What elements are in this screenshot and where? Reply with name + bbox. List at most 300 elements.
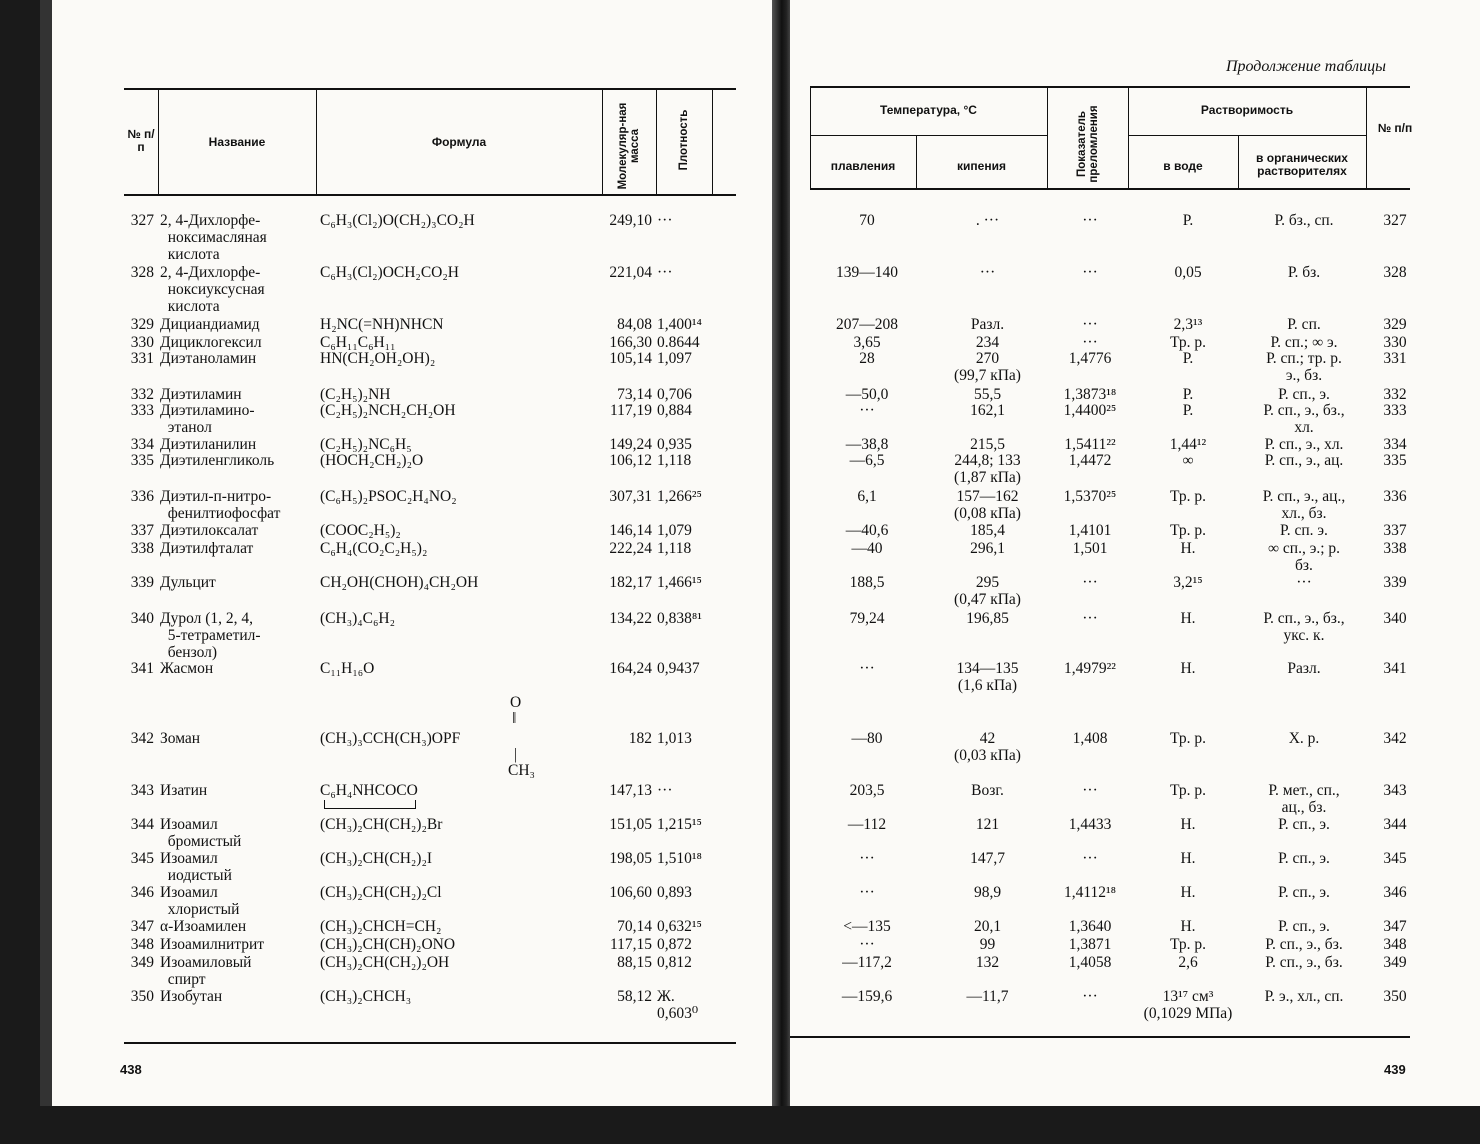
melting-point: —117,2 (842, 954, 892, 971)
organic-solubility: Р. сп., э., хл. (1264, 436, 1344, 453)
row-number-right: 328 (1383, 264, 1407, 281)
header-density: Плотность (678, 109, 690, 171)
density: 0,884 (657, 402, 692, 419)
density: 0.8644 (657, 334, 700, 351)
boiling-point: 121 (975, 816, 1000, 833)
compound-formula: (C₂H₅)₂NCH₂CH₂OH (320, 402, 456, 419)
melting-point: ··· (859, 936, 875, 953)
row-number-right: 346 (1383, 884, 1407, 901)
water-solubility: 0,05 (1174, 264, 1202, 281)
molecular-mass: 198,05 (609, 850, 652, 867)
row-number-right: 342 (1383, 730, 1407, 747)
molecular-mass: 84,08 (617, 316, 652, 333)
molecular-mass: 58,12 (617, 988, 652, 1005)
molecular-mass: 146,14 (609, 522, 652, 539)
row-number: 344 (130, 816, 154, 833)
refractive-index: ··· (1082, 988, 1098, 1005)
compound-formula: (COOC₂H₅)₂ (320, 522, 401, 539)
compound-formula: (CH₃)₂CH(CH₂)₂Cl (320, 884, 442, 901)
boiling-point: 147,7 (970, 850, 1005, 867)
boiling-point: —11,7 (966, 988, 1009, 1005)
water-solubility: 2,3¹³ (1173, 316, 1203, 333)
refractive-index: 1,4433 (1068, 816, 1112, 833)
density: 1,215¹⁵ (657, 816, 702, 833)
organic-solubility: Р. сп.; тр. р. э., бз. (1266, 350, 1342, 384)
density: ··· (657, 264, 673, 281)
row-number: 343 (130, 782, 154, 799)
refractive-index: 1,3640 (1068, 918, 1112, 935)
row-number-right: 333 (1383, 402, 1407, 419)
compound-formula: (HOCH₂CH₂)₂O (320, 452, 424, 469)
boiling-point: 196,85 (966, 610, 1009, 627)
boiling-point: 234 (975, 334, 1000, 351)
molecular-mass: 166,30 (609, 334, 652, 351)
header-top-rule (124, 88, 736, 90)
row-number: 349 (130, 954, 154, 971)
col-divider (1047, 88, 1048, 188)
melting-point: —38,8 (845, 436, 889, 453)
right-page (790, 0, 1480, 1106)
water-solubility: Р. (1182, 386, 1194, 403)
water-solubility: Тр. р. (1169, 488, 1206, 505)
molecular-mass: 147,13 (609, 782, 652, 799)
book-edge (40, 0, 52, 1106)
molecular-mass: 70,14 (617, 918, 652, 935)
row-number: 346 (130, 884, 154, 901)
compound-name: Жасмон (160, 660, 214, 677)
boiling-point: 132 (975, 954, 1000, 971)
row-number: 335 (130, 452, 154, 469)
melting-point: 188,5 (849, 574, 885, 591)
water-solubility: Р. (1182, 350, 1194, 367)
density: 1,079 (657, 522, 692, 539)
compound-formula: (CH₃)₂CHCH=CH₂ (320, 918, 442, 935)
boiling-point: 134—135 (1,6 кПа) (956, 660, 1019, 694)
header-num: № п/п (127, 127, 155, 154)
melting-point: —40,6 (845, 522, 889, 539)
compound-name: Диэтиламино- этанол (160, 402, 255, 436)
melting-point: —80 (851, 730, 883, 747)
header-bottom-rule-right (810, 188, 1410, 190)
organic-solubility: Р. сп., э. (1278, 884, 1330, 901)
melting-point: —50,0 (845, 386, 889, 403)
row-number-right: 327 (1383, 212, 1407, 229)
compound-name: Дульцит (160, 574, 216, 591)
organic-solubility: Х. р. (1288, 730, 1320, 747)
water-solubility: ∞ (1182, 452, 1194, 469)
melting-point: —6,5 (849, 452, 885, 469)
organic-solubility: Разл. (1287, 660, 1321, 677)
zoman-double-bond: ‖ (512, 710, 517, 727)
molecular-mass: 249,10 (609, 212, 652, 229)
water-solubility: Тр. р. (1169, 522, 1206, 539)
melting-point: 6,1 (857, 488, 877, 505)
molecular-mass: 73,14 (617, 386, 652, 403)
melting-point: —159,6 (841, 988, 893, 1005)
molecular-mass: 182 (628, 730, 652, 747)
row-number-right: 349 (1383, 954, 1407, 971)
density: 0,838⁸¹ (657, 610, 702, 627)
col-divider (656, 90, 657, 194)
organic-solubility: Р. сп. э. (1280, 522, 1328, 539)
header-top-rule-right (810, 86, 1410, 88)
row-number: 341 (130, 660, 154, 677)
header-boiling: кипения (957, 159, 1006, 173)
density: 0,632¹⁵ (657, 918, 702, 935)
density: 1,510¹⁸ (657, 850, 702, 867)
boiling-point: ··· (979, 264, 996, 281)
water-solubility: Н. (1180, 540, 1196, 557)
density: 0,9437 (657, 660, 700, 677)
organic-solubility: Р. сп., э. (1278, 850, 1330, 867)
density: 1,118 (657, 452, 692, 469)
refractive-index: ··· (1082, 574, 1098, 591)
header-organic: в органических растворителях (1256, 151, 1348, 178)
row-number: 329 (130, 316, 154, 333)
organic-solubility: Р. сп., э., бз., хл. (1263, 402, 1345, 436)
row-number: 337 (130, 522, 154, 539)
organic-solubility: ∞ сп., э.; р. бз. (1267, 540, 1341, 574)
header-mass: Молекуляр-ная масса (617, 102, 641, 190)
molecular-mass: 106,60 (609, 884, 652, 901)
water-solubility: 2,6 (1178, 954, 1198, 971)
row-number: 342 (130, 730, 154, 747)
organic-solubility: Р. сп., э. (1278, 918, 1330, 935)
compound-name: Диэтиламин (160, 386, 242, 403)
water-solubility: Н. (1180, 884, 1196, 901)
compound-formula: (CH₃)₂CH(CH₂)₂Br (320, 816, 443, 833)
page-number-right: 439 (1384, 1062, 1406, 1077)
organic-solubility: Р. сп., э., бз. (1265, 954, 1343, 971)
compound-name: Изоамил хлористый (160, 884, 240, 918)
row-number-right: 337 (1383, 522, 1407, 539)
row-number: 333 (130, 402, 154, 419)
density: 0,812 (657, 954, 692, 971)
density: 0,935 (657, 436, 692, 453)
organic-solubility: Р. мет., сп., ац., бз. (1268, 782, 1340, 816)
refractive-index: 1,4101 (1068, 522, 1112, 539)
row-number-right: 331 (1383, 350, 1407, 367)
compound-name: Изоамиловый спирт (160, 954, 252, 988)
header-refraction: Показатель преломления (1076, 105, 1100, 183)
zoman-bond: | (514, 746, 518, 763)
header-name: Название (208, 135, 266, 149)
boiling-point: 20,1 (973, 918, 1002, 935)
compound-formula: C₆H₄NHCOCO (320, 782, 418, 799)
row-number: 338 (130, 540, 154, 557)
melting-point: 79,24 (849, 610, 885, 627)
melting-point: <—135 (843, 918, 891, 935)
density: 1,097 (657, 350, 692, 367)
compound-formula: (CH₃)₃CCH(CH₃)OPF (320, 730, 461, 747)
compound-name: Дициандиамид (160, 316, 260, 333)
melting-point: 3,65 (853, 334, 881, 351)
row-number: 332 (130, 386, 154, 403)
density: 0,706 (657, 386, 692, 403)
melting-point: 203,5 (849, 782, 885, 799)
row-number-right: 329 (1383, 316, 1407, 333)
header-water: в воде (1163, 159, 1203, 173)
molecular-mass: 182,17 (609, 574, 652, 591)
col-divider (712, 90, 713, 194)
compound-name: Зоман (160, 730, 201, 747)
row-number: 339 (130, 574, 154, 591)
compound-name: Изоамил бромистый (160, 816, 242, 850)
header-temperature: Температура, °С (880, 103, 977, 117)
boiling-point: 215,5 (970, 436, 1005, 453)
row-number: 350 (130, 988, 154, 1005)
melting-point: 70 (859, 212, 875, 229)
density: 1,466¹⁵ (657, 574, 702, 591)
compound-formula: (CH₃)₂CH(CH₂)₂OH (320, 954, 450, 971)
refractive-index: 1,3871 (1068, 936, 1112, 953)
row-number-right: 347 (1383, 918, 1407, 935)
row-number: 331 (130, 350, 154, 367)
compound-name: Диэтилоксалат (160, 522, 259, 539)
water-solubility: Н. (1180, 660, 1196, 677)
molecular-mass: 151,05 (609, 816, 652, 833)
sol-subrule (1128, 135, 1366, 136)
row-number-right: 332 (1383, 386, 1407, 403)
row-number-right: 350 (1383, 988, 1407, 1005)
left-page (52, 0, 778, 1106)
organic-solubility: Р. сп., э., ац., хл., бз. (1262, 488, 1346, 522)
compound-name: Дурол (1, 2, 4, 5-тетраметил- бензол) (160, 610, 261, 661)
boiling-point: 295 (0,47 кПа) (954, 574, 1021, 608)
boiling-point: Возг. (971, 782, 1004, 799)
compound-name: Изоамил иодистый (160, 850, 232, 884)
boiling-point: Разл. (970, 316, 1005, 333)
refractive-index: ··· (1082, 334, 1098, 351)
row-number-right: 344 (1383, 816, 1407, 833)
row-number-right: 345 (1383, 850, 1407, 867)
col-divider (1128, 88, 1129, 188)
density: ··· (657, 782, 673, 799)
col-divider (602, 90, 603, 194)
compound-formula: (CH₃)₄C₆H₂ (320, 610, 396, 627)
compound-name: Диэтил-п-нитро- фенилтиофосфат (160, 488, 281, 522)
col-divider (1238, 136, 1239, 188)
organic-solubility: Р. бз., сп. (1274, 212, 1334, 229)
refractive-index: 1,501 (1072, 540, 1108, 557)
organic-solubility: Р. сп., э. (1278, 386, 1330, 403)
water-solubility: Р. (1182, 212, 1194, 229)
molecular-mass: 149,24 (609, 436, 652, 453)
refractive-index: ··· (1082, 316, 1098, 333)
refractive-index: ··· (1082, 212, 1098, 229)
molecular-mass: 307,31 (609, 488, 652, 505)
row-number-right: 348 (1383, 936, 1407, 953)
refractive-index: ··· (1082, 850, 1098, 867)
density: 1,400¹⁴ (657, 316, 702, 333)
compound-name: 2, 4-Дихлорфе- ноксимасляная кислота (160, 212, 267, 263)
density: ··· (657, 212, 673, 229)
temp-subrule (810, 135, 1047, 136)
refractive-index: 1,5370²⁵ (1063, 488, 1117, 505)
compound-name: Диэтиленгликоль (160, 452, 275, 469)
boiling-point: 55,5 (973, 386, 1002, 403)
water-solubility: Н. (1180, 918, 1196, 935)
water-solubility: Р. (1182, 402, 1194, 419)
row-number-right: 330 (1383, 334, 1407, 351)
refractive-index: 1,4400²⁵ (1063, 402, 1117, 419)
zoman-oxygen: O (510, 694, 522, 711)
row-number-right: 334 (1383, 436, 1407, 453)
header-formula: Формула (431, 135, 487, 149)
row-number: 347 (130, 918, 154, 935)
density: 1,013 (657, 730, 692, 747)
row-number: 340 (130, 610, 154, 627)
compound-formula: (C₂H₅)₂NH (320, 386, 391, 403)
compound-formula: HN(CH₂OH₂OH)₂ (320, 350, 436, 367)
header-num-right: № п/п (1377, 121, 1413, 135)
compound-formula: CH₂OH(CHOH)₄CH₂OH (320, 574, 479, 591)
refractive-index: 1,4776 (1068, 350, 1112, 367)
row-number: 336 (130, 488, 154, 505)
melting-point: —40 (851, 540, 883, 557)
compound-name: Диэтилфталат (160, 540, 254, 557)
density: 1,118 (657, 540, 692, 557)
water-solubility: 3,2¹⁵ (1173, 574, 1203, 591)
row-number-right: 339 (1383, 574, 1407, 591)
col-divider (810, 88, 811, 188)
boiling-point: 99 (979, 936, 996, 953)
compound-name: Изобутан (160, 988, 223, 1005)
refractive-index: ··· (1082, 610, 1098, 627)
organic-solubility: Р. сп., э. (1278, 816, 1330, 833)
boiling-point: 244,8; 133 (1,87 кПа) (954, 452, 1021, 486)
water-solubility: 13¹⁷ см³ (0,1029 МПа) (1143, 988, 1233, 1022)
density: 1,266²⁵ (657, 488, 702, 505)
molecular-mass: 134,22 (609, 610, 652, 627)
row-number: 330 (130, 334, 154, 351)
row-number-right: 335 (1383, 452, 1407, 469)
refractive-index: ··· (1082, 782, 1098, 799)
compound-name: Диэтаноламин (160, 350, 257, 367)
water-solubility: Тр. р. (1169, 334, 1206, 351)
density: 0,893 (657, 884, 692, 901)
melting-point: 207—208 (836, 316, 898, 333)
organic-solubility: Р. сп., э., ац. (1264, 452, 1344, 469)
boiling-point: 185,4 (970, 522, 1005, 539)
melting-point: 139—140 (836, 264, 898, 281)
row-number: 334 (130, 436, 154, 453)
organic-solubility: Р. сп., э., бз. (1265, 936, 1343, 953)
table-continuation-caption: Продолжение таблицы (1225, 58, 1386, 75)
water-solubility: Тр. р. (1169, 936, 1206, 953)
melting-point: 28 (859, 350, 875, 367)
water-solubility: Тр. р. (1169, 782, 1206, 799)
right-footer-rule (790, 1036, 1410, 1038)
compound-formula: (C₂H₅)₂NC₆H₅ (320, 436, 412, 453)
header-bottom-rule (124, 194, 736, 196)
compound-formula: (CH₃)₂CH(CH)₂ONO (320, 936, 456, 953)
boiling-point: 270 (99,7 кПа) (954, 350, 1021, 384)
row-number: 348 (130, 936, 154, 953)
compound-name: Изоамилнитрит (160, 936, 265, 953)
compound-formula: C₁₁H₁₆O (320, 660, 375, 677)
organic-solubility: Р. сп.; ∞ э. (1270, 334, 1338, 351)
boiling-point: 98,9 (973, 884, 1002, 901)
molecular-mass: 117,19 (609, 402, 652, 419)
row-number-right: 341 (1383, 660, 1407, 677)
col-divider (1366, 88, 1367, 188)
compound-name: Изатин (160, 782, 208, 799)
compound-formula: H₂NC(=NH)NHCN (320, 316, 444, 333)
row-number-right: 340 (1383, 610, 1407, 627)
melting-point: —112 (847, 816, 887, 833)
header-melting: плавления (830, 159, 896, 173)
molecular-mass: 117,15 (609, 936, 652, 953)
refractive-index: 1,5411²² (1064, 436, 1116, 453)
molecular-mass: 221,04 (609, 264, 652, 281)
organic-solubility: Р. э., хл., сп. (1264, 988, 1344, 1005)
water-solubility: Тр. р. (1169, 730, 1206, 747)
molecular-mass: 105,14 (609, 350, 652, 367)
melting-point: ··· (859, 884, 875, 901)
zoman-methyl: CH₃ (508, 762, 535, 779)
row-number-right: 336 (1383, 488, 1407, 505)
compound-formula: C₆H₁₁C₆H₁₁ (320, 334, 396, 351)
melting-point: ··· (859, 660, 875, 677)
molecular-mass: 106,12 (609, 452, 652, 469)
organic-solubility: Р. сп., э., бз., укс. к. (1263, 610, 1345, 644)
compound-formula: (CH₃)₂CHCH₃ (320, 988, 412, 1005)
molecular-mass: 164,24 (609, 660, 652, 677)
isatin-ring-bracket (324, 800, 416, 809)
compound-formula: C₆H₃(Cl₂)O(CH₂)₃CO₂H (320, 212, 475, 229)
water-solubility: Н. (1180, 816, 1196, 833)
compound-name: α-Изоамилен (160, 918, 247, 935)
compound-formula: (C₆H₅)₂PSOC₂H₄NO₂ (320, 488, 457, 505)
density: Ж. 0,603⁰ (657, 988, 699, 1022)
water-solubility: 1,44¹² (1169, 436, 1207, 453)
water-solubility: Н. (1180, 610, 1196, 627)
page-number-left: 438 (120, 1062, 142, 1077)
compound-name: 2, 4-Дихлорфе- ноксиуксусная кислота (160, 264, 265, 315)
row-number: 328 (130, 264, 154, 281)
density: 0,872 (657, 936, 692, 953)
organic-solubility: Р. бз. (1287, 264, 1321, 281)
refractive-index: 1,408 (1072, 730, 1108, 747)
boiling-point: 157—162 (0,08 кПа) (954, 488, 1021, 522)
refractive-index: 1,3873¹⁸ (1063, 386, 1117, 403)
refractive-index: 1,4112¹⁸ (1063, 884, 1117, 901)
row-number-right: 338 (1383, 540, 1407, 557)
refractive-index: 1,4979²² (1064, 660, 1116, 677)
row-number: 327 (130, 212, 154, 229)
left-footer-rule (124, 1042, 736, 1044)
boiling-point: . ··· (975, 212, 1000, 229)
melting-point: ··· (859, 850, 875, 867)
compound-formula: C₆H₃(Cl₂)OCH₂CO₂H (320, 264, 459, 281)
row-number-right: 343 (1383, 782, 1407, 799)
refractive-index: ··· (1082, 264, 1098, 281)
molecular-mass: 88,15 (617, 954, 652, 971)
boiling-point: 42 (0,03 кПа) (954, 730, 1021, 764)
boiling-point: 162,1 (970, 402, 1005, 419)
molecular-mass: 222,24 (609, 540, 652, 557)
organic-solubility: Р. сп. (1287, 316, 1321, 333)
refractive-index: 1,4472 (1068, 452, 1112, 469)
compound-name: Диэтиланилин (160, 436, 257, 453)
boiling-point: 296,1 (970, 540, 1005, 557)
row-number: 345 (130, 850, 154, 867)
melting-point: ··· (859, 402, 875, 419)
header-solubility: Растворимость (1200, 103, 1294, 117)
organic-solubility: ··· (1296, 574, 1312, 591)
refractive-index: 1,4058 (1068, 954, 1112, 971)
